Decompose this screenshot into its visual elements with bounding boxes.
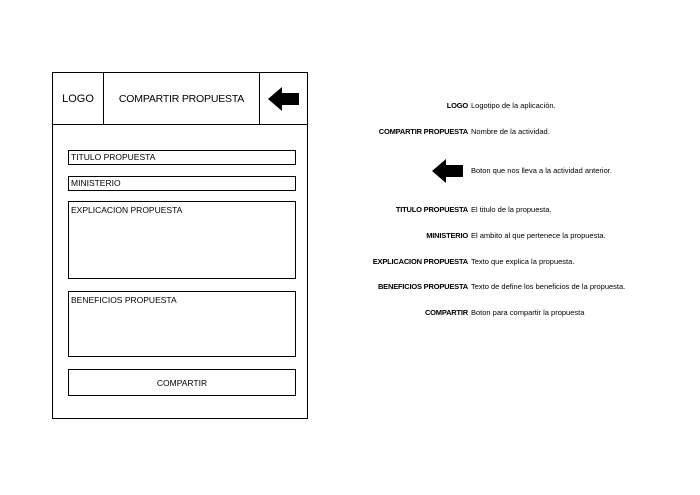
legend-desc: El ambito al que pertenece la propuesta. <box>471 231 606 240</box>
legend-desc: Nombre de la actividad. <box>471 127 550 136</box>
legend-key: COMPARTIR <box>424 308 468 317</box>
legend-desc: Boton para compartir la propuesta <box>471 308 585 317</box>
legend-logo <box>330 100 670 112</box>
legend-desc: Texto que explica la propuesta. <box>471 257 575 266</box>
legend-key: COMPARTIR PROPUESTA <box>378 127 468 136</box>
logo-label: LOGO <box>62 92 94 105</box>
mockup-header <box>53 73 307 125</box>
legend-desc: El titulo de la propuesta. <box>471 205 552 214</box>
legend-back <box>330 165 670 177</box>
beneficios-propuesta-label: BENEFICIOS PROPUESTA <box>71 295 177 305</box>
legend-desc: Texto de define los beneficios de la propuesta. <box>471 282 626 291</box>
legend-key: EXPLICACION PROPUESTA <box>372 257 468 266</box>
titulo-propuesta-label: TITULO PROPUESTA <box>71 152 156 162</box>
activity-title <box>104 73 260 124</box>
legend-key: BENEFICIOS PROPUESTA <box>377 282 468 291</box>
legend-compartir <box>330 307 670 319</box>
compartir-button-label: COMPARTIR <box>156 377 208 388</box>
ministerio-field[interactable] <box>68 176 296 191</box>
legend-ministerio <box>330 230 670 242</box>
left-arrow-icon <box>268 87 300 111</box>
explicacion-propuesta-field[interactable] <box>68 201 296 279</box>
mockup-screen <box>52 72 308 419</box>
explicacion-propuesta-label: EXPLICACION PROPUESTA <box>71 205 183 215</box>
beneficios-propuesta-field[interactable] <box>68 291 296 357</box>
ministerio-label: MINISTERIO <box>71 178 121 188</box>
legend-beneficios <box>330 281 670 293</box>
legend-desc: Logotipo de la aplicación. <box>471 101 556 110</box>
legend-key: TITULO PROPUESTA <box>395 205 468 214</box>
legend-titulo <box>330 204 670 216</box>
legend-desc: Boton que nos lleva a la actividad anterior. <box>471 166 612 175</box>
titulo-propuesta-field[interactable] <box>68 150 296 165</box>
activity-title-label: COMPARTIR PROPUESTA <box>118 92 245 105</box>
legend-explicacion <box>330 256 670 268</box>
legend-key: LOGO <box>446 101 468 110</box>
logo <box>53 73 104 124</box>
legend-compartir-propuesta <box>330 126 670 138</box>
compartir-button[interactable] <box>68 369 296 396</box>
back-button[interactable] <box>260 73 307 124</box>
legend-key: MINISTERIO <box>426 231 468 240</box>
